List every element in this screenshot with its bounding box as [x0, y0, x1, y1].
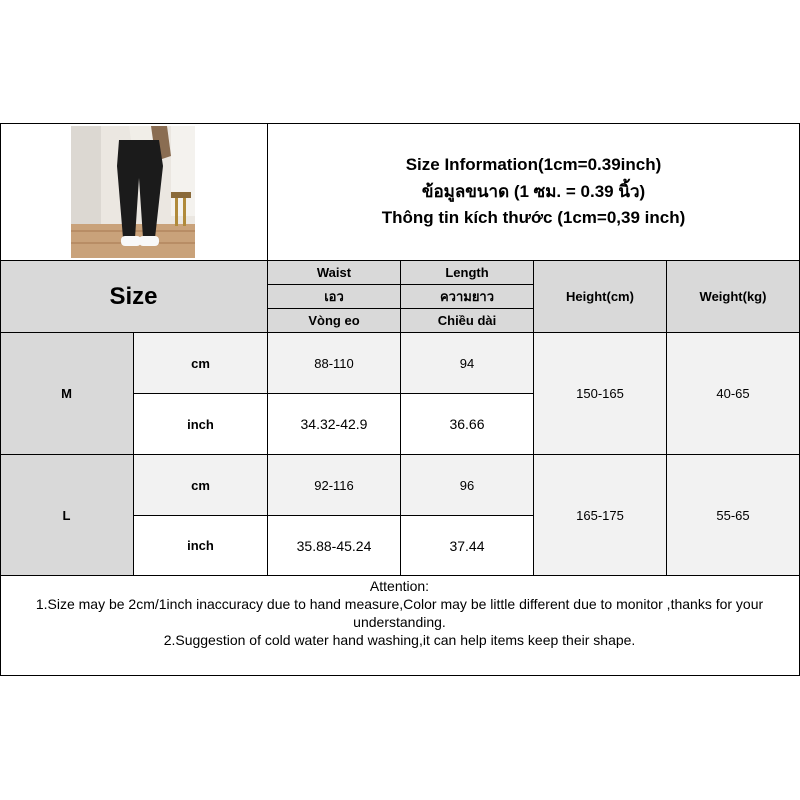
waist-header-vi	[268, 309, 401, 333]
size-l-cm-length	[401, 455, 534, 516]
size-m-inch-length	[401, 394, 534, 455]
size-m-label-cell	[0, 333, 134, 455]
length-value: 36.66	[449, 416, 485, 432]
attention-note-2: 2.Suggestion of cold water hand washing,it can help items keep their shape.	[163, 632, 636, 648]
size-m-cm-waist	[268, 333, 401, 394]
header-line-thai: ข้อมูลขนาด (1 ซม. = 0.39 นิ้ว)	[421, 182, 646, 201]
length-header-th	[401, 285, 534, 309]
attention-title: Attention:	[369, 578, 430, 594]
length-header-vi	[401, 309, 534, 333]
size-l-inch-waist	[268, 516, 401, 576]
waist-value: 88-110	[314, 355, 354, 371]
size-l-cm-waist	[268, 455, 401, 516]
waist-value: 34.32-42.9	[300, 416, 368, 432]
size-l-weight	[667, 455, 800, 576]
size-column-label: Size	[109, 282, 158, 310]
size-info-header	[268, 123, 800, 261]
waist-header-en	[268, 261, 401, 285]
size-m-weight	[667, 333, 800, 455]
size-l-cm-unit	[134, 455, 268, 516]
length-label-vi: Chiều dài	[437, 313, 497, 328]
unit-cm-label: cm	[191, 477, 210, 493]
unit-inch-label: inch	[187, 538, 214, 553]
header-line-vietnamese: Thông tin kích thước (1cm=0,39 inch)	[381, 208, 686, 227]
attention-notes	[0, 576, 800, 676]
size-m-cm-length	[401, 333, 534, 394]
size-l-label-cell	[0, 455, 134, 576]
size-chart	[0, 123, 800, 676]
unit-cm-label: cm	[191, 355, 210, 371]
length-header-en	[401, 261, 534, 285]
size-m-inch-waist	[268, 394, 401, 455]
height-label: Height(cm)	[566, 289, 634, 304]
length-label-th: ความยาว	[439, 289, 495, 304]
weight-label: Weight(kg)	[699, 289, 767, 304]
height-column-header	[534, 261, 667, 333]
model-wearing-pants-image	[71, 126, 195, 258]
unit-inch-label: inch	[187, 416, 214, 432]
length-value: 94	[459, 355, 475, 371]
height-value: 150-165	[576, 386, 624, 401]
length-value: 96	[459, 477, 475, 493]
size-l-height	[534, 455, 667, 576]
product-photo	[71, 126, 195, 258]
waist-value: 35.88-45.24	[296, 537, 372, 554]
header-line-english: Size Information(1cm=0.39inch)	[405, 155, 662, 174]
weight-column-header	[667, 261, 800, 333]
size-m-inch-unit	[134, 394, 268, 455]
size-m-cm-unit	[134, 333, 268, 394]
waist-header-th	[268, 285, 401, 309]
weight-value: 40-65	[716, 386, 750, 401]
weight-value: 55-65	[716, 507, 750, 523]
size-m-height	[534, 333, 667, 455]
size-column-header	[0, 261, 268, 333]
size-l-label: L	[62, 507, 71, 523]
waist-label-vi: Vòng eo	[308, 313, 360, 328]
size-l-inch-unit	[134, 516, 268, 576]
size-l-inch-length	[401, 516, 534, 576]
length-label-en: Length	[445, 265, 489, 280]
height-value: 165-175	[576, 507, 624, 523]
waist-label-th: เอว	[324, 289, 344, 304]
attention-note-1: 1.Size may be 2cm/1inch inaccuracy due to hand measure,Color may be little different due to monitor ,thanks for your understanding.	[35, 596, 764, 630]
size-m-label: M	[61, 386, 72, 401]
product-photo-cell	[0, 123, 268, 261]
waist-label-en: Waist	[316, 265, 352, 280]
length-value: 37.44	[449, 537, 485, 554]
waist-value: 92-116	[314, 477, 354, 493]
